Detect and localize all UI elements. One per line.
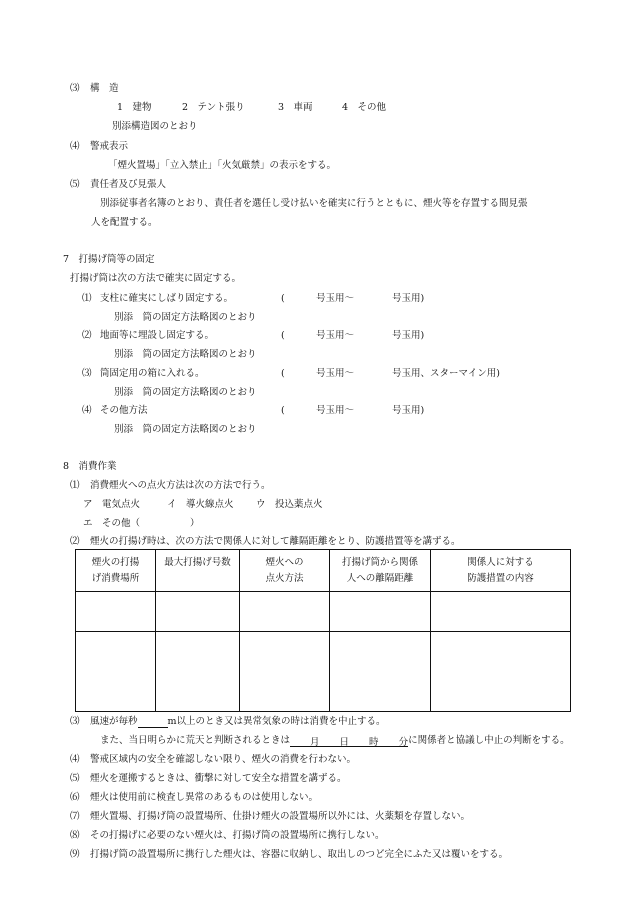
rule-7-number: ⑺ (70, 811, 80, 822)
section-8-title: 8 消費作業 (63, 461, 117, 472)
table-row (76, 632, 571, 712)
fix-method-1-paren: ( (281, 293, 285, 304)
section-3-number: ⑶ (70, 83, 80, 94)
fix-method-4-from: 号玉用～ (316, 405, 355, 416)
table-cell[interactable] (76, 592, 156, 632)
fix-method-3-note: 別添 筒の固定方法略図のとおり (114, 387, 257, 398)
weather-text-a: また、当日明らかに荒天と判断されるときは (100, 735, 291, 746)
header-protection-line2: 防護措置の内容 (467, 572, 534, 584)
rule-4-text: 警戒区域内の安全を確認しない限り、煙火の消費を行わない。 (90, 754, 357, 765)
structure-option-4: 4 その他 (342, 102, 387, 113)
ignition-number: ⑴ (70, 480, 80, 491)
fix-method-1-note: 別添 筒の固定方法略図のとおり (114, 312, 257, 323)
table-cell[interactable] (156, 592, 240, 632)
header-distance-line2: 人への離隔距離 (346, 572, 414, 584)
fix-method-3-text: 筒固定用の箱に入れる。 (100, 368, 205, 379)
table-cell[interactable] (431, 592, 571, 632)
rule-5-number: ⑸ (70, 773, 80, 784)
section-5-title: 責任者及び見張人 (90, 179, 167, 190)
weather-line (100, 734, 570, 747)
day-label: 日 (339, 737, 350, 748)
section-7-title: 7 打揚げ筒等の固定 (63, 254, 155, 265)
header-max-size (156, 550, 240, 592)
rule-8-number: ⑻ (70, 830, 80, 841)
wind-text-b: m以上のとき又は異常気象の時は消費を中止する。 (167, 716, 386, 727)
fix-method-4-number: ⑷ (82, 405, 92, 416)
header-protection-line1: 関係人に対する (467, 556, 534, 568)
header-location-line2: げ消費場所 (91, 572, 140, 584)
rule-9-number: ⑼ (70, 849, 80, 860)
rule-4-number: ⑷ (70, 754, 80, 765)
fix-method-1-from: 号玉用～ (316, 293, 355, 304)
fix-method-2-note: 別添 筒の固定方法略図のとおり (114, 349, 257, 360)
fix-method-3-to: 号玉用、スターマイン用) (392, 368, 501, 379)
fix-method-1-to: 号玉用) (392, 293, 425, 304)
hour-label: 時 (369, 737, 379, 748)
section-3-title: 構 造 (90, 83, 119, 94)
structure-option-2: 2 テント張り (182, 102, 245, 113)
fix-method-3-paren: ( (281, 368, 285, 379)
header-distance (330, 550, 431, 592)
wind-line (90, 715, 386, 728)
fix-method-4-to: 号玉用) (392, 405, 425, 416)
month-label: 月 (310, 737, 320, 748)
fix-method-3-number: ⑶ (82, 368, 92, 379)
section-4-number: ⑷ (70, 141, 80, 152)
structure-option-1: 1 建物 (117, 102, 152, 113)
table-cell[interactable] (156, 632, 240, 712)
section-5-number: ⑸ (70, 179, 80, 190)
responsible-text-line2: 人を配置する。 (91, 217, 158, 228)
header-location-line1: 煙火の打揚 (91, 556, 140, 568)
fix-method-4-paren: ( (281, 405, 285, 416)
rule-7-text: 煙火置場、打揚げ筒の設置場所、仕掛け煙火の設置場所以外には、火薬類を存置しない。 (90, 811, 471, 822)
table-cell[interactable] (240, 592, 330, 632)
fix-method-2-number: ⑵ (82, 330, 92, 341)
table-cell[interactable] (330, 592, 431, 632)
launch-number: ⑵ (70, 536, 80, 547)
ignition-option-i: イ 導火線点火 (167, 499, 234, 510)
structure-option-3: 3 車両 (278, 102, 313, 113)
fix-method-1-text: 支柱に確実にしばり固定する。 (100, 293, 234, 304)
fix-method-2-to: 号玉用) (392, 330, 425, 341)
fix-method-2-from: 号玉用～ (316, 330, 355, 341)
section-4-title: 警戒表示 (90, 141, 129, 152)
table-row (76, 592, 571, 632)
protection-table (75, 549, 571, 712)
minute-label: 分 (398, 737, 409, 748)
structure-note: 別添構造図のとおり (112, 121, 198, 132)
rule-6-text: 煙火は使用前に検査し異常のあるものは使用しない。 (90, 792, 319, 803)
wind-text-a: 風速が毎秒 (90, 716, 138, 727)
hour-blank[interactable] (349, 736, 369, 747)
fix-method-4-text: その他方法 (100, 405, 148, 416)
table-cell[interactable] (76, 632, 156, 712)
header-ignition-line1: 煙火への (265, 556, 304, 568)
ignition-text: 消費煙火への点火方法は次の方法で行う。 (90, 480, 271, 491)
rule-8-text: その打揚げに必要のない煙火は、打揚げ筒の設置場所に携行しない。 (90, 830, 385, 841)
header-distance-line1: 打揚げ筒から関係 (341, 556, 418, 568)
launch-text: 煙火の打揚げ時は、次の方法で関係人に対して離隔距離をとり、防護措置等を講ずる。 (90, 536, 461, 547)
fix-method-4-note: 別添 筒の固定方法略図のとおり (114, 424, 257, 435)
header-max-size-line1: 最大打揚げ号数 (164, 557, 231, 568)
ignition-option-u: ウ 投込薬点火 (256, 499, 323, 510)
rule-5-text: 煙火を運搬するときは、衝撃に対して安全な措置を講ずる。 (90, 773, 347, 784)
minute-blank[interactable] (379, 736, 399, 747)
header-ignition-method (240, 550, 330, 592)
wind-number: ⑶ (70, 716, 80, 727)
rule-9-text: 打揚げ筒の設置場所に携行した煙火は、容器に収納し、取出しのつど完全にふた又は覆いをする。 (90, 849, 509, 860)
header-protection (431, 550, 571, 592)
wind-speed-blank[interactable] (138, 717, 168, 728)
table-header-row (76, 550, 571, 592)
table-cell[interactable] (240, 632, 330, 712)
fix-method-2-paren: ( (281, 330, 285, 341)
month-blank[interactable] (290, 736, 310, 747)
responsible-text-line1: 別添従事者名簿のとおり、責任者を選任し受け払いを確実に行うとともに、煙火等を存置する間見張 (100, 198, 528, 209)
table-cell[interactable] (330, 632, 431, 712)
fix-method-2-text: 地面等に埋設し固定する。 (100, 330, 215, 341)
ignition-option-other: エ その他（ (83, 518, 141, 529)
section-7-intro: 打揚げ筒は次の方法で確実に固定する。 (70, 273, 242, 284)
ignition-option-a: ア 電気点火 (83, 499, 141, 510)
table-cell[interactable] (431, 632, 571, 712)
header-ignition-line2: 点火方法 (265, 572, 304, 584)
header-location (76, 550, 156, 592)
fix-method-3-from: 号玉用～ (316, 368, 355, 379)
day-blank[interactable] (320, 736, 340, 747)
rule-6-number: ⑹ (70, 792, 80, 803)
warning-display-text: 「煙火置場」「立入禁止」「火気厳禁」の表示をする。 (108, 160, 337, 171)
ignition-option-other-close: ） (190, 518, 200, 529)
fix-method-1-number: ⑴ (82, 293, 92, 304)
weather-text-b: に関係者と協議し中止の判断をする。 (408, 735, 570, 746)
